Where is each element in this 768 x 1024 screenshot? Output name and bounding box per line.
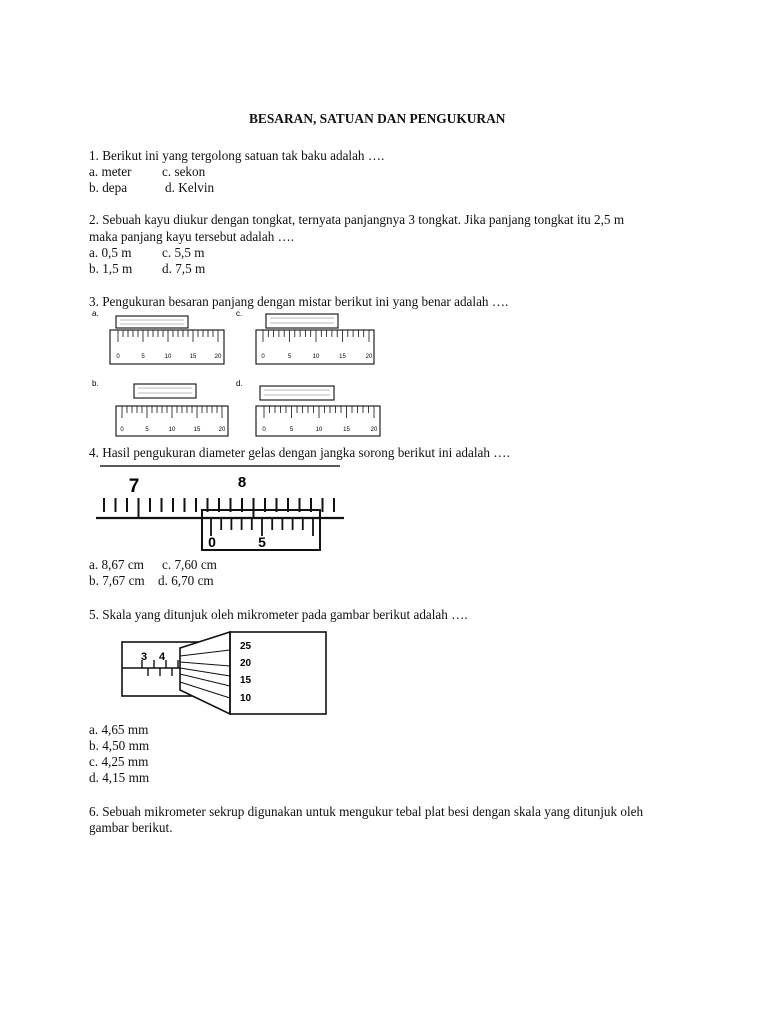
page-title: BESARAN, SATUAN DAN PENGUKURAN (249, 111, 506, 126)
q1-option-a: a. meter (89, 164, 132, 179)
tick-label: 10 (315, 427, 323, 433)
vernier-scale-label: 0 (208, 534, 216, 550)
ruler-ticks (118, 330, 218, 342)
q5-option-c: c. 4,25 mm (89, 754, 149, 769)
tick-label: 10 (168, 427, 176, 433)
q2-option-d: d. 7,5 m (162, 261, 206, 276)
tick-label: 5 (145, 427, 149, 433)
measured-object (260, 386, 334, 400)
question-4-stem: 4. Hasil pengukuran diameter gelas dengan jangka sorong berikut ini adalah …. (89, 445, 510, 460)
q4-option-c: c. 7,60 cm (162, 557, 217, 572)
sleeve-lower-ticks (148, 668, 184, 676)
tick-label: 10 (312, 354, 320, 360)
tick-label: 5 (141, 354, 145, 360)
figure-label: d. (236, 379, 243, 388)
ruler-figure-b (90, 376, 235, 438)
question-2-stem-line1: 2. Sebuah kayu diukur dengan tongkat, ternyata panjangnya 3 tongkat. Jika panjang tongkat itu 2,5 m (89, 212, 625, 227)
ruler-ticks (122, 406, 222, 418)
q5-option-b: b. 4,50 mm (89, 738, 150, 753)
q2-option-b: b. 1,5 m (89, 261, 133, 276)
q1-option-d: d. Kelvin (165, 180, 215, 195)
thimble-scale-label: 10 (240, 693, 252, 704)
q2-option-c: c. 5,5 m (162, 245, 205, 260)
vernier-caliper-figure (92, 462, 350, 558)
figure-label: c. (236, 309, 243, 318)
q4-option-b: b. 7,67 cm (89, 573, 145, 588)
micrometer-figure (118, 630, 332, 718)
sleeve-scale-label: 4 (158, 651, 166, 663)
tick-label: 15 (193, 427, 201, 433)
q4-option-d: d. 6,70 cm (158, 573, 214, 588)
q1-option-b: b. depa (89, 180, 128, 195)
ruler-ticks (264, 406, 374, 418)
question-3-stem: 3. Pengukuran besaran panjang dengan mistar berikut ini yang benar adalah …. (89, 294, 509, 309)
figure-label: a. (92, 309, 99, 318)
tick-label: 20 (370, 427, 378, 433)
tick-label: 0 (120, 427, 124, 433)
main-scale-label: 7 (128, 476, 140, 497)
q5-option-a: a. 4,65 mm (89, 722, 149, 737)
tick-label: 0 (116, 354, 120, 360)
figure-label: b. (92, 379, 99, 388)
measured-object (266, 314, 338, 328)
ruler-figure-a (90, 308, 230, 368)
q2-option-a: a. 0,5 m (89, 245, 132, 260)
tick-label: 5 (287, 354, 292, 360)
tick-label: 20 (365, 354, 373, 360)
q5-option-d: d. 4,15 mm (89, 770, 150, 785)
measured-object (116, 316, 188, 328)
tick-label: 15 (189, 354, 197, 360)
ruler-figure-d (236, 376, 384, 438)
micrometer-thimble (180, 632, 230, 714)
sleeve-scale-label: 3 (140, 651, 148, 663)
ruler-figure-c (236, 308, 381, 368)
tick-label: 10 (164, 354, 172, 360)
thimble-scale-label: 25 (240, 641, 252, 652)
tick-label: 15 (343, 427, 350, 433)
question-6-stem-line2: gambar berikut. (89, 820, 173, 835)
q4-option-a: a. 8,67 cm (89, 557, 144, 572)
measured-object (134, 384, 196, 398)
question-1-stem: 1. Berikut ini yang tergolong satuan tak baku adalah …. (89, 148, 385, 163)
question-5-stem: 5. Skala yang ditunjuk oleh mikrometer pada gambar berikut adalah …. (89, 607, 468, 622)
tick-label: 0 (262, 427, 266, 433)
main-scale-ticks (104, 498, 334, 518)
ruler-ticks (263, 330, 369, 342)
tick-label: 20 (214, 354, 222, 360)
question-6-stem-line1: 6. Sebuah mikrometer sekrup digunakan untuk mengukur tebal plat besi dengan skala yang ditunjuk oleh (89, 804, 644, 819)
tick-label: 15 (339, 354, 346, 360)
q1-option-c: c. sekon (162, 164, 206, 179)
vernier-scale-label: 5 (258, 534, 266, 550)
tick-label: 0 (261, 354, 265, 360)
question-2-stem-line2: maka panjang kayu tersebut adalah …. (89, 229, 295, 244)
thimble-scale-label: 20 (240, 658, 252, 669)
thimble-scale-label: 15 (240, 675, 252, 686)
tick-label: 5 (289, 427, 294, 433)
tick-label: 20 (218, 427, 226, 433)
main-scale-label: 8 (237, 474, 247, 491)
